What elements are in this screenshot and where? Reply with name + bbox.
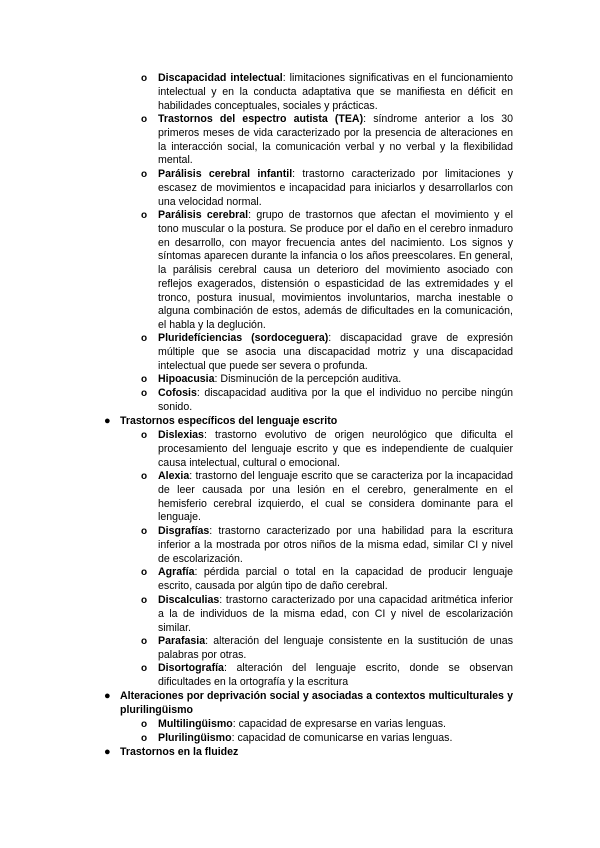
heading-text: Alteraciones por deprivación social y asociadas a contextos multiculturales y plurilingüismo [120, 690, 513, 716]
description: : limitaciones significativas en el funcionamiento intelectual y en la conducta adaptativa que se manifiesta en déficit en habilidades conceptuales, sociales y prácticas. [158, 72, 514, 112]
term: Alexia [158, 470, 190, 482]
term: Disgrafías [158, 525, 210, 537]
sub-bullet: o [141, 733, 148, 744]
description: : trastorno evolutivo de origen neurológico que dificulta el procesamiento del lenguaje escrito y que es independiente de cualquier causa intelectual, cultural o emocional. [158, 429, 513, 469]
term: Disortografía [158, 662, 224, 674]
sub-bullet: o [141, 210, 148, 221]
description: : trastorno caracterizado por una habilidad para la escritura inferior a la mostrada por otros niños de la misma edad, similar CI y nivel de escolarización. [158, 525, 513, 565]
term: Dislexias [158, 429, 204, 441]
sub-bullet: o [141, 169, 148, 180]
sub-bullet: o [141, 374, 148, 385]
term: Discapacidad intelectual [158, 72, 283, 84]
description: : discapacidad auditiva por la que el individuo no percibe ningún sonido. [158, 387, 513, 413]
description: : trastorno caracterizado por una capacidad aritmética inferior a la de individuos de la misma edad, con CI y nivel de escolarización similar. [158, 594, 513, 634]
sub-bullet: o [141, 114, 148, 125]
sub-bullet: o [141, 567, 148, 578]
description: : capacidad de expresarse en varias lenguas. [232, 718, 446, 730]
sub-bullet: o [141, 595, 148, 606]
term: Agrafía [158, 566, 195, 578]
description: : alteración del lenguaje escrito, donde se observan dificultades en la ortografía y la escritura [158, 662, 513, 688]
sub-bullet: o [141, 388, 148, 399]
description: : síndrome anterior a los 30 primeros meses de vida caracterizado por la presencia de alteraciones en la interacción social, la comunicación verbal y no verbal y la flexibilidad mental. [158, 113, 514, 167]
term: Cofosis [158, 387, 197, 399]
sub-bullet: o [141, 471, 148, 482]
sub-bullet: o [141, 333, 148, 344]
description: : discapacidad grave de expresión múltiple que se asocia una discapacidad motriz y una discapacidad intelectual que puede ser severa o profunda. [158, 332, 513, 372]
description: : capacidad de comunicarse en varias lenguas. [231, 732, 453, 744]
heading-text: Trastornos en la fluidez [120, 746, 239, 758]
bullet: ● [104, 746, 111, 758]
sub-bullet: o [141, 719, 148, 730]
sub-bullet: o [141, 526, 148, 537]
description: : trastorno del lenguaje escrito que se caracteriza por la incapacidad de leer causada por una lesión en el cerebro, generalmente en el hemisferio cerebral izquierdo, el cual se considera dominante para el lenguaje. [158, 470, 513, 524]
heading-text: Trastornos específicos del lenguaje escrito [120, 415, 338, 427]
term: Hipoacusia [158, 373, 215, 385]
sub-bullet: o [141, 663, 148, 674]
description: : alteración del lenguaje consistente en la sustitución de unas palabras por otras. [158, 635, 513, 661]
term: Multilingüismo [158, 718, 233, 730]
term: Plurilingüismo [158, 732, 232, 744]
term: Discalculias [158, 594, 220, 606]
term: Pluridefíciencias (sordoceguera) [158, 332, 329, 344]
description: : grupo de trastornos que afectan el movimiento y el tono muscular o la postura. Se produce por el daño en el cerebro inmaduro en desarrollo, con mayor frecuencia antes del nacimiento. Los signos y síntomas aparecen durante la infancia o los años preescolares. En general, la parálisis cerebral causa un deterioro del movimiento asociado con reflejos exagerados, distensión o espasticidad de las extremidades y el tronco, postura inusual, movimientos involuntarios, marcha inestable o alguna combinación de estos, además de dificultades en la comunicación, el habla y la deglución. [158, 209, 513, 331]
bullet: ● [104, 415, 111, 427]
sub-bullet: o [141, 636, 148, 647]
description: : pérdida parcial o total en la capacidad de producir lenguaje escrito, causada por algún tipo de daño cerebral. [158, 566, 513, 592]
bullet: ● [104, 690, 111, 702]
sub-bullet: o [141, 430, 148, 441]
sub-bullet: o [141, 73, 148, 84]
description: : Disminución de la percepción auditiva. [214, 373, 402, 385]
term: Parálisis cerebral [158, 209, 249, 221]
term: Parafasia [158, 635, 206, 647]
term: Parálisis cerebral infantil [158, 168, 293, 180]
term: Trastornos del espectro autista (TEA) [158, 113, 364, 125]
description: : trastorno caracterizado por limitaciones y escasez de movimientos e incapacidad para iniciarlos y desarrollarlos con una velocidad normal. [158, 168, 513, 208]
